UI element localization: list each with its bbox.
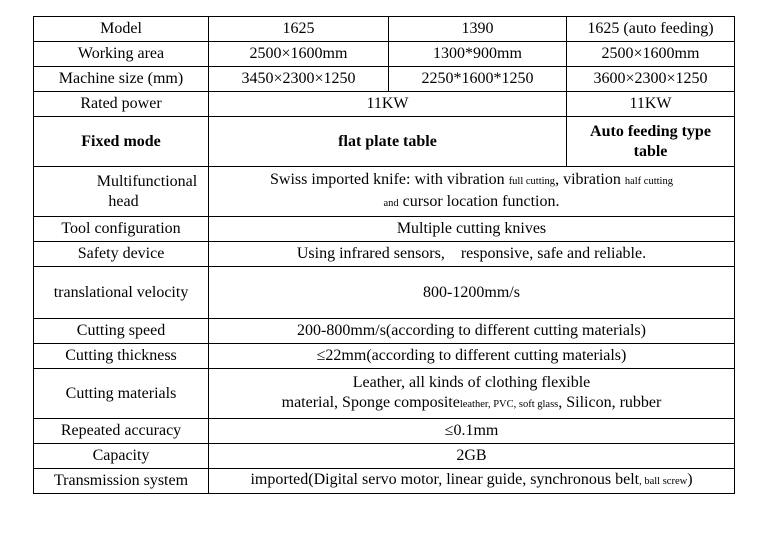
rated-power-label: Rated power <box>34 92 209 117</box>
multifunctional-head-label-line2: head <box>108 192 139 210</box>
fixed-mode-auto <box>567 117 735 167</box>
model-col-1390: 1390 <box>389 17 567 42</box>
machine-size-label: Machine size (mm) <box>34 67 209 92</box>
tool-configuration-label: Tool configuration <box>34 217 209 242</box>
fixed-mode-auto-line1: Auto feeding type <box>590 122 711 140</box>
row-working-area <box>34 42 735 67</box>
row-model <box>34 17 735 42</box>
spec-table <box>33 16 735 494</box>
fixed-mode-label: Fixed mode <box>34 117 209 167</box>
multifunctional-head-label <box>34 167 209 217</box>
working-area-1390: 1300*900mm <box>389 42 567 67</box>
ts-text-small: , ball screw <box>639 476 688 487</box>
row-repeated-accuracy <box>34 419 735 444</box>
row-transmission-system <box>34 469 735 494</box>
machine-size-1625-auto: 3600×2300×1250 <box>567 67 735 92</box>
fixed-mode-auto-line2: table <box>633 142 668 160</box>
row-cutting-thickness <box>34 344 735 369</box>
row-cutting-speed <box>34 319 735 344</box>
repeated-accuracy-label: Repeated accuracy <box>34 419 209 444</box>
model-col-1625: 1625 <box>209 17 389 42</box>
cutting-materials-label: Cutting materials <box>34 369 209 419</box>
row-translational-velocity <box>34 267 735 319</box>
row-rated-power <box>34 92 735 117</box>
cutting-materials-line2 <box>212 393 731 415</box>
translational-velocity-label: translational velocity <box>34 267 209 319</box>
tool-configuration-value: Multiple cutting knives <box>209 217 735 242</box>
transmission-system-value <box>209 469 735 494</box>
rated-power-auto: 11KW <box>567 92 735 117</box>
row-fixed-mode <box>34 117 735 167</box>
mh-text-and: and <box>383 197 399 209</box>
mh-text-c: , vibration <box>555 170 625 188</box>
cutting-speed-value: 200-800mm/s(according to different cutting materials) <box>209 319 735 344</box>
mh-text-cursor: cursor location function. <box>398 192 560 210</box>
row-multifunctional-head <box>34 167 735 217</box>
repeated-accuracy-value: ≤0.1mm <box>209 419 735 444</box>
cm-text-a: material, Sponge composite <box>281 393 460 411</box>
cm-text-small: leather, PVC, soft glass <box>459 398 559 410</box>
row-tool-configuration <box>34 217 735 242</box>
multifunctional-head-label-line1: Multifunctional <box>96 172 198 190</box>
machine-size-1390: 2250*1600*1250 <box>389 67 567 92</box>
translational-velocity-value: 800-1200mm/s <box>209 267 735 319</box>
capacity-label: Capacity <box>34 444 209 469</box>
mh-text-full-cutting: full cutting <box>508 175 556 187</box>
model-label: Model <box>34 17 209 42</box>
multifunctional-head-line1 <box>212 170 731 192</box>
row-cutting-materials <box>34 369 735 419</box>
fixed-mode-main: flat plate table <box>209 117 567 167</box>
capacity-value: 2GB <box>209 444 735 469</box>
rated-power-main: 11KW <box>209 92 567 117</box>
model-col-1625-auto: 1625 (auto feeding) <box>567 17 735 42</box>
ts-text-a: imported(Digital servo motor, linear guide, synchronous belt <box>250 471 640 488</box>
cutting-materials-line1: Leather, all kinds of clothing flexible <box>352 373 591 391</box>
cutting-thickness-value: ≤22mm(according to different cutting materials) <box>209 344 735 369</box>
working-area-1625-auto: 2500×1600mm <box>567 42 735 67</box>
working-area-1625: 2500×1600mm <box>209 42 389 67</box>
cm-text-c: , Silicon, rubber <box>558 393 662 411</box>
working-area-label: Working area <box>34 42 209 67</box>
row-safety-device <box>34 242 735 267</box>
cutting-thickness-label: Cutting thickness <box>34 344 209 369</box>
row-machine-size <box>34 67 735 92</box>
transmission-system-label: Transmission system <box>34 469 209 494</box>
row-capacity <box>34 444 735 469</box>
multifunctional-head-value <box>209 167 735 217</box>
cutting-materials-value <box>209 369 735 419</box>
machine-size-1625: 3450×2300×1250 <box>209 67 389 92</box>
multifunctional-head-line2 <box>212 192 731 214</box>
safety-device-value: Using infrared sensors, responsive, safe and reliable. <box>209 242 735 267</box>
mh-text-a: Swiss imported knife: with vibration <box>270 170 509 188</box>
ts-text-c: ) <box>687 471 693 488</box>
safety-device-label: Safety device <box>34 242 209 267</box>
mh-text-half-cutting: half cutting <box>624 175 673 187</box>
cutting-speed-label: Cutting speed <box>34 319 209 344</box>
